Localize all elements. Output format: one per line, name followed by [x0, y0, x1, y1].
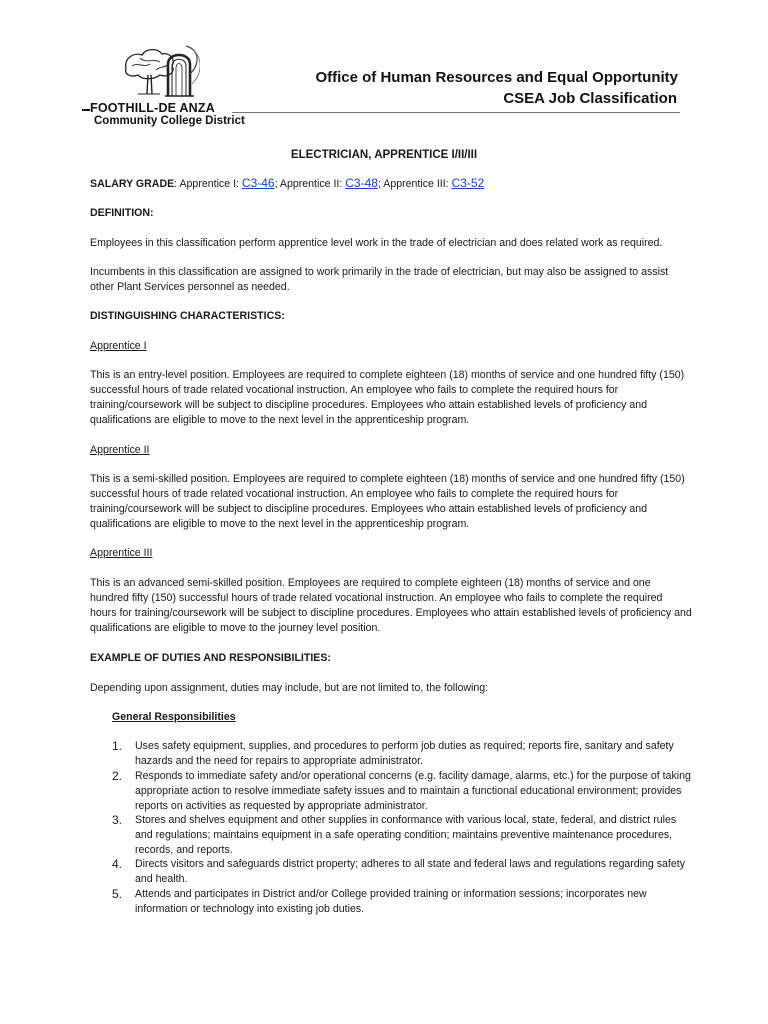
apprentice-2-line-4: qualifications are eligible to move to the next level in the apprenticeship program.	[90, 518, 470, 530]
duty-item-line: Attends and participates in District and/or College provided training or information sessions; incorporates new	[135, 888, 647, 900]
duty-item-line: hazards and the need for repairs to appropriate administrator.	[135, 755, 423, 767]
duty-item-line: Uses safety equipment, supplies, and procedures to perform job duties as required; reports fire, sanitary and safety	[135, 740, 674, 752]
apprentice-1-label: : Apprentice I:	[174, 178, 242, 190]
apprentice-2-line-3: training/coursework will be subject to discipline procedures. Employees who attain established levels of proficiency and	[90, 503, 648, 515]
apprentice-2-heading: Apprentice II	[90, 444, 150, 456]
duties-intro: Depending upon assignment, duties may include, but are not limited to, the following:	[90, 682, 489, 694]
duties-heading: EXAMPLE OF DUTIES AND RESPONSIBILITIES:	[90, 652, 331, 664]
duty-item-line: and health.	[135, 873, 188, 885]
duty-item-line: Directs visitors and safeguards district property; adheres to all state and federal laws and regulations regarding safety	[135, 858, 685, 870]
apprentice-2-line-2: successful hours of trade related vocational instruction. An employee who fails to complete the required hours for	[90, 488, 619, 500]
apprentice-3-line-1: This is an advanced semi-skilled position. Employees are required to complete eighteen (18) months of service and one	[90, 577, 651, 589]
duty-item-line: records, and reports.	[135, 844, 233, 856]
apprentice-3-line-4: qualifications are eligible to move to the journey level position.	[90, 622, 381, 634]
district-logo	[86, 44, 245, 128]
duty-item-line: Responds to immediate safety and/or operational concerns (e.g. facility damage, alarms, etc.) for the purpose of taking	[135, 770, 691, 782]
duty-item-line: appropriate action to resolve immediate safety issues and to maintain a functional educational environment; provides	[135, 785, 682, 797]
logo-district-name: FOOTHILL-DE ANZA	[90, 101, 215, 115]
duty-item-line: and regulations; maintains equipment in a safe operating condition; maintains preventive maintenance procedures,	[135, 829, 673, 841]
duty-number: 3.	[112, 813, 123, 827]
logo-dash	[82, 109, 90, 111]
salary-grade-line	[90, 176, 484, 192]
salary-link-c3-52[interactable]: C3-52	[451, 176, 485, 190]
apprentice-1-line-4: qualifications are eligible to move to the next level in the apprenticeship program.	[90, 414, 470, 426]
apprentice-2-label: ; Apprentice II:	[274, 178, 346, 190]
apprentice-3-line-2: hundred fifty (150) successful hours of trade related vocational instruction. An employee who fails to complete the required	[90, 592, 663, 604]
definition-paragraph-1: Employees in this classification perform apprentice level work in the trade of electrician and does related work as required.	[90, 237, 663, 249]
apprentice-3-heading: Apprentice III	[90, 547, 153, 559]
salary-link-c3-48[interactable]: C3-48	[345, 176, 378, 190]
duty-item-line: information or technology into existing job duties.	[135, 903, 365, 915]
duty-number: 5.	[112, 887, 123, 901]
salary-grade-label: SALARY GRADE	[90, 178, 175, 190]
salary-link-c3-46[interactable]: C3-46	[241, 176, 275, 190]
distinguishing-heading: DISTINGUISHING CHARACTERISTICS:	[90, 310, 285, 322]
apprentice-1-heading: Apprentice I	[90, 340, 147, 352]
apprentice-3-line-3: hours for training/coursework will be subject to discipline procedures. Employees who attain established levels of proficiency and	[90, 607, 692, 619]
definition-paragraph-2-line-2: other Plant Services personnel as needed.	[90, 281, 290, 293]
duty-number: 4.	[112, 857, 123, 871]
office-title: Office of Human Resources and Equal Opportunity	[315, 69, 678, 86]
logo-district-subtitle: Community College District	[94, 115, 245, 127]
header-divider	[232, 112, 680, 113]
tree-arch-emblem-icon	[120, 44, 200, 104]
apprentice-2-line-1: This is a semi-skilled position. Employees are required to complete eighteen (18) months of service and one hundred fifty (150)	[90, 473, 685, 485]
general-responsibilities-heading: General Responsibilities	[112, 711, 236, 723]
apprentice-3-label: ; Apprentice III:	[377, 178, 452, 190]
page-title: ELECTRICIAN, APPRENTICE I/II/III	[290, 149, 478, 161]
duty-number: 1.	[112, 739, 123, 753]
job-classification-title: CSEA Job Classification	[503, 90, 677, 107]
apprentice-1-line-1: This is an entry-level position. Employees are required to complete eighteen (18) months of service and one hundred fifty (150)	[90, 369, 685, 381]
duty-item-line: reports on activities as requested by appropriate administrator.	[135, 800, 428, 812]
apprentice-1-line-2: successful hours of trade related vocational instruction. An employee who fails to complete the required hours for	[90, 384, 619, 396]
definition-paragraph-2-line-1: Incumbents in this classification are assigned to work primarily in the trade of electrician, but may also be assigned to assist	[90, 266, 669, 278]
duty-item-line: Stores and shelves equipment and other supplies in conformance with various local, state, federal, and district rules	[135, 814, 677, 826]
duty-number: 2.	[112, 769, 123, 783]
definition-heading: DEFINITION:	[90, 207, 154, 219]
apprentice-1-line-3: training/coursework will be subject to discipline procedures. Employees who attain established levels of proficiency and	[90, 399, 648, 411]
